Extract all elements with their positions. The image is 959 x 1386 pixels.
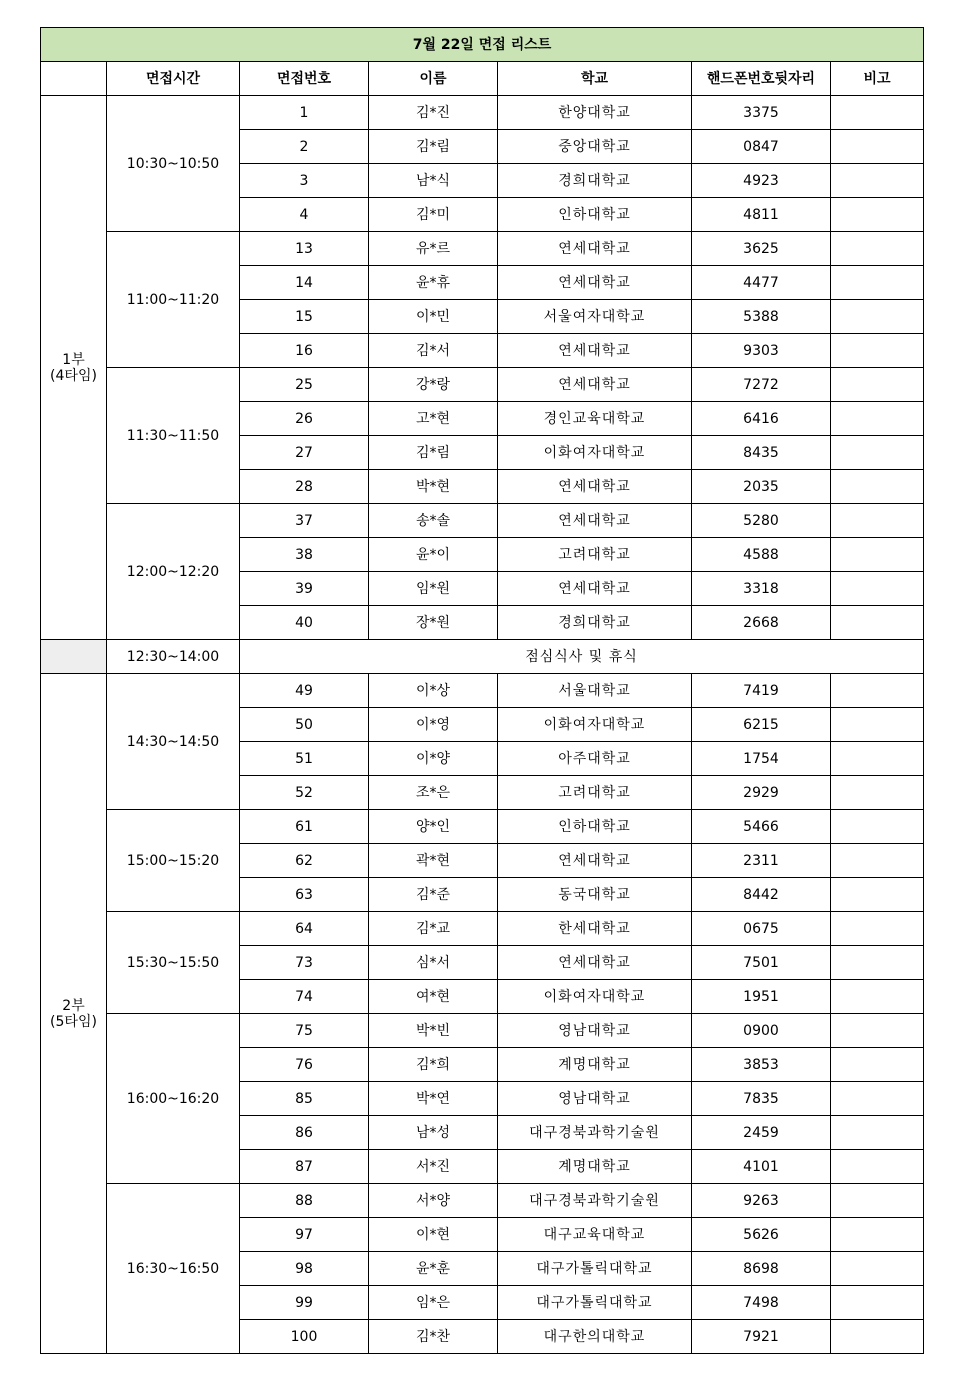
name-cell: 윤*휴 [369, 266, 498, 300]
note-cell [831, 96, 924, 130]
phone-cell: 2668 [692, 606, 831, 640]
note-cell [831, 198, 924, 232]
note-cell [831, 1320, 924, 1354]
interview-number-cell: 14 [240, 266, 369, 300]
table-row [41, 96, 924, 130]
name-cell: 조*은 [369, 776, 498, 810]
phone-cell: 8698 [692, 1252, 831, 1286]
header-blank [41, 62, 107, 96]
table-row [41, 1184, 924, 1218]
interview-number-cell: 52 [240, 776, 369, 810]
name-cell: 남*성 [369, 1116, 498, 1150]
note-cell [831, 1014, 924, 1048]
interview-number-cell: 64 [240, 912, 369, 946]
table-row [41, 368, 924, 402]
part-sub-label: (4타임) [50, 367, 97, 384]
phone-cell: 3625 [692, 232, 831, 266]
time-slot-cell: 14:30~14:50 [107, 674, 240, 810]
interview-number-cell: 28 [240, 470, 369, 504]
lunch-time-cell: 12:30~14:00 [107, 640, 240, 674]
school-cell: 대구경북과학기술원 [498, 1184, 692, 1218]
part-label: 2부 [62, 997, 85, 1014]
interview-number-cell: 61 [240, 810, 369, 844]
note-cell [831, 708, 924, 742]
phone-cell: 2035 [692, 470, 831, 504]
school-cell: 대구한의대학교 [498, 1320, 692, 1354]
time-slot-cell: 11:00~11:20 [107, 232, 240, 368]
part-label: 1부 [62, 351, 85, 368]
school-cell: 경인교육대학교 [498, 402, 692, 436]
note-cell [831, 1150, 924, 1184]
table-row [41, 232, 924, 266]
header-school: 학교 [498, 62, 692, 96]
phone-cell: 7501 [692, 946, 831, 980]
school-cell: 이화여자대학교 [498, 436, 692, 470]
phone-cell: 0900 [692, 1014, 831, 1048]
interview-number-cell: 74 [240, 980, 369, 1014]
interview-number-cell: 26 [240, 402, 369, 436]
school-cell: 영남대학교 [498, 1082, 692, 1116]
phone-cell: 2929 [692, 776, 831, 810]
interview-number-cell: 62 [240, 844, 369, 878]
table-row [41, 504, 924, 538]
interview-number-cell: 76 [240, 1048, 369, 1082]
note-cell [831, 1218, 924, 1252]
school-cell: 연세대학교 [498, 470, 692, 504]
phone-cell: 6416 [692, 402, 831, 436]
phone-cell: 7272 [692, 368, 831, 402]
school-cell: 대구가톨릭대학교 [498, 1286, 692, 1320]
interview-number-cell: 86 [240, 1116, 369, 1150]
part-cell [41, 96, 107, 640]
school-cell: 연세대학교 [498, 946, 692, 980]
time-slot-cell: 10:30~10:50 [107, 96, 240, 232]
name-cell: 양*인 [369, 810, 498, 844]
time-slot-cell: 15:00~15:20 [107, 810, 240, 912]
school-cell: 경희대학교 [498, 164, 692, 198]
interview-number-cell: 100 [240, 1320, 369, 1354]
interview-number-cell: 15 [240, 300, 369, 334]
header-phone: 핸드폰번호뒷자리 [692, 62, 831, 96]
name-cell: 김*교 [369, 912, 498, 946]
name-cell: 이*민 [369, 300, 498, 334]
name-cell: 고*현 [369, 402, 498, 436]
interview-number-cell: 25 [240, 368, 369, 402]
table-row [41, 674, 924, 708]
note-cell [831, 300, 924, 334]
interview-number-cell: 2 [240, 130, 369, 164]
note-cell [831, 130, 924, 164]
note-cell [831, 164, 924, 198]
interview-number-cell: 13 [240, 232, 369, 266]
school-cell: 한세대학교 [498, 912, 692, 946]
name-cell: 김*림 [369, 130, 498, 164]
name-cell: 이*상 [369, 674, 498, 708]
note-cell [831, 1116, 924, 1150]
phone-cell: 4477 [692, 266, 831, 300]
phone-cell: 0675 [692, 912, 831, 946]
name-cell: 박*연 [369, 1082, 498, 1116]
name-cell: 남*식 [369, 164, 498, 198]
school-cell: 이화여자대학교 [498, 980, 692, 1014]
phone-cell: 7921 [692, 1320, 831, 1354]
school-cell: 중앙대학교 [498, 130, 692, 164]
interview-number-cell: 99 [240, 1286, 369, 1320]
name-cell: 유*르 [369, 232, 498, 266]
interview-number-cell: 98 [240, 1252, 369, 1286]
phone-cell: 9263 [692, 1184, 831, 1218]
name-cell: 김*준 [369, 878, 498, 912]
time-slot-cell: 16:30~16:50 [107, 1184, 240, 1354]
time-slot-cell: 11:30~11:50 [107, 368, 240, 504]
school-cell: 연세대학교 [498, 334, 692, 368]
name-cell: 김*미 [369, 198, 498, 232]
school-cell: 고려대학교 [498, 776, 692, 810]
note-cell [831, 572, 924, 606]
interview-number-cell: 40 [240, 606, 369, 640]
phone-cell: 4101 [692, 1150, 831, 1184]
interview-number-cell: 16 [240, 334, 369, 368]
school-cell: 연세대학교 [498, 572, 692, 606]
note-cell [831, 538, 924, 572]
note-cell [831, 878, 924, 912]
note-cell [831, 232, 924, 266]
school-cell: 경희대학교 [498, 606, 692, 640]
name-cell: 박*현 [369, 470, 498, 504]
name-cell: 장*원 [369, 606, 498, 640]
interview-number-cell: 63 [240, 878, 369, 912]
phone-cell: 3853 [692, 1048, 831, 1082]
name-cell: 여*현 [369, 980, 498, 1014]
school-cell: 연세대학교 [498, 232, 692, 266]
note-cell [831, 844, 924, 878]
phone-cell: 4811 [692, 198, 831, 232]
name-cell: 서*양 [369, 1184, 498, 1218]
phone-cell: 4923 [692, 164, 831, 198]
sheet-title: 7월 22일 면접 리스트 [41, 28, 924, 62]
phone-cell: 3318 [692, 572, 831, 606]
note-cell [831, 470, 924, 504]
phone-cell: 0847 [692, 130, 831, 164]
school-cell: 연세대학교 [498, 504, 692, 538]
school-cell: 이화여자대학교 [498, 708, 692, 742]
interview-number-cell: 27 [240, 436, 369, 470]
school-cell: 계명대학교 [498, 1048, 692, 1082]
name-cell: 윤*훈 [369, 1252, 498, 1286]
phone-cell: 5466 [692, 810, 831, 844]
note-cell [831, 266, 924, 300]
interview-number-cell: 50 [240, 708, 369, 742]
note-cell [831, 1286, 924, 1320]
note-cell [831, 674, 924, 708]
phone-cell: 2459 [692, 1116, 831, 1150]
lunch-blank-cell [41, 640, 107, 674]
note-cell [831, 776, 924, 810]
name-cell: 강*랑 [369, 368, 498, 402]
phone-cell: 3375 [692, 96, 831, 130]
interview-number-cell: 1 [240, 96, 369, 130]
name-cell: 김*희 [369, 1048, 498, 1082]
note-cell [831, 402, 924, 436]
part-sub-label: (5타임) [50, 1013, 97, 1030]
interview-number-cell: 37 [240, 504, 369, 538]
name-cell: 심*서 [369, 946, 498, 980]
school-cell: 연세대학교 [498, 266, 692, 300]
note-cell [831, 1048, 924, 1082]
phone-cell: 5388 [692, 300, 831, 334]
phone-cell: 8435 [692, 436, 831, 470]
name-cell: 임*은 [369, 1286, 498, 1320]
phone-cell: 4588 [692, 538, 831, 572]
school-cell: 동국대학교 [498, 878, 692, 912]
phone-cell: 8442 [692, 878, 831, 912]
table-row [41, 810, 924, 844]
note-cell [831, 334, 924, 368]
note-cell [831, 742, 924, 776]
note-cell [831, 810, 924, 844]
lunch-label-cell: 점심식사 및 휴식 [240, 640, 924, 674]
phone-cell: 7498 [692, 1286, 831, 1320]
part-cell [41, 674, 107, 1354]
interview-schedule-table [40, 27, 924, 1354]
interview-number-cell: 97 [240, 1218, 369, 1252]
note-cell [831, 606, 924, 640]
lunch-row [41, 640, 924, 674]
interview-number-cell: 39 [240, 572, 369, 606]
name-cell: 서*진 [369, 1150, 498, 1184]
header-name: 이름 [369, 62, 498, 96]
table-row [41, 912, 924, 946]
note-cell [831, 912, 924, 946]
time-slot-cell: 16:00~16:20 [107, 1014, 240, 1184]
name-cell: 윤*이 [369, 538, 498, 572]
school-cell: 연세대학교 [498, 844, 692, 878]
name-cell: 박*빈 [369, 1014, 498, 1048]
name-cell: 곽*현 [369, 844, 498, 878]
interview-number-cell: 75 [240, 1014, 369, 1048]
phone-cell: 1951 [692, 980, 831, 1014]
school-cell: 대구교육대학교 [498, 1218, 692, 1252]
name-cell: 이*양 [369, 742, 498, 776]
interview-number-cell: 4 [240, 198, 369, 232]
time-slot-cell: 15:30~15:50 [107, 912, 240, 1014]
note-cell [831, 504, 924, 538]
school-cell: 영남대학교 [498, 1014, 692, 1048]
note-cell [831, 980, 924, 1014]
header-time: 면접시간 [107, 62, 240, 96]
note-cell [831, 1082, 924, 1116]
school-cell: 인하대학교 [498, 198, 692, 232]
school-cell: 대구가톨릭대학교 [498, 1252, 692, 1286]
school-cell: 아주대학교 [498, 742, 692, 776]
interview-number-cell: 38 [240, 538, 369, 572]
school-cell: 대구경북과학기술원 [498, 1116, 692, 1150]
name-cell: 김*림 [369, 436, 498, 470]
note-cell [831, 946, 924, 980]
note-cell [831, 368, 924, 402]
interview-number-cell: 49 [240, 674, 369, 708]
name-cell: 김*찬 [369, 1320, 498, 1354]
school-cell: 인하대학교 [498, 810, 692, 844]
name-cell: 이*영 [369, 708, 498, 742]
time-slot-cell: 12:00~12:20 [107, 504, 240, 640]
school-cell: 연세대학교 [498, 368, 692, 402]
note-cell [831, 1252, 924, 1286]
name-cell: 이*현 [369, 1218, 498, 1252]
school-cell: 계명대학교 [498, 1150, 692, 1184]
header-number: 면접번호 [240, 62, 369, 96]
phone-cell: 1754 [692, 742, 831, 776]
school-cell: 서울대학교 [498, 674, 692, 708]
interview-number-cell: 51 [240, 742, 369, 776]
phone-cell: 9303 [692, 334, 831, 368]
phone-cell: 6215 [692, 708, 831, 742]
note-cell [831, 1184, 924, 1218]
interview-number-cell: 73 [240, 946, 369, 980]
table-row [41, 1014, 924, 1048]
phone-cell: 5626 [692, 1218, 831, 1252]
header-row [41, 62, 924, 96]
name-cell: 김*진 [369, 96, 498, 130]
phone-cell: 5280 [692, 504, 831, 538]
phone-cell: 7419 [692, 674, 831, 708]
school-cell: 한양대학교 [498, 96, 692, 130]
phone-cell: 7835 [692, 1082, 831, 1116]
name-cell: 송*솔 [369, 504, 498, 538]
phone-cell: 2311 [692, 844, 831, 878]
name-cell: 임*원 [369, 572, 498, 606]
interview-number-cell: 88 [240, 1184, 369, 1218]
school-cell: 서울여자대학교 [498, 300, 692, 334]
name-cell: 김*서 [369, 334, 498, 368]
interview-number-cell: 3 [240, 164, 369, 198]
interview-number-cell: 85 [240, 1082, 369, 1116]
note-cell [831, 436, 924, 470]
interview-number-cell: 87 [240, 1150, 369, 1184]
school-cell: 고려대학교 [498, 538, 692, 572]
header-note: 비고 [831, 62, 924, 96]
